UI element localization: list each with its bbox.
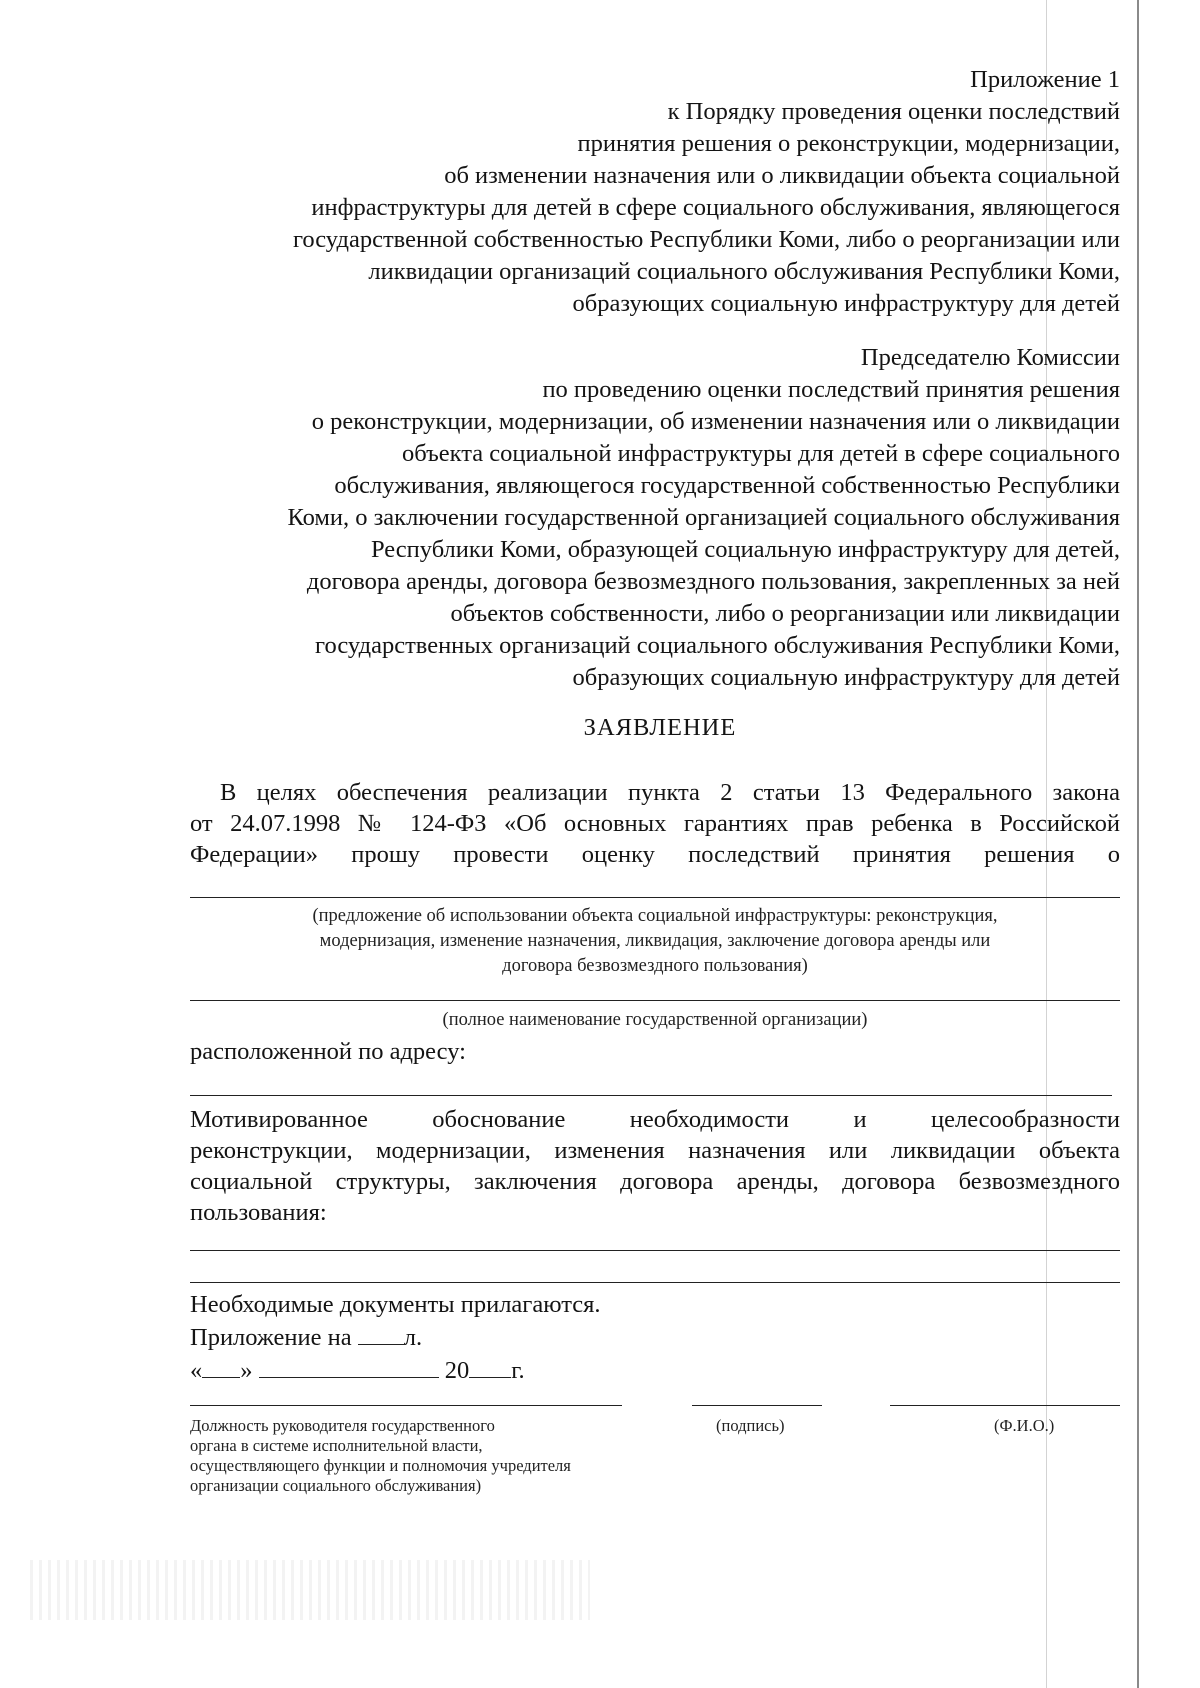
justification-line: реконструкции, модернизации, изменения назначения или ликвидации объекта: [190, 1137, 1120, 1164]
date-day-blank[interactable]: [202, 1355, 240, 1378]
document-title: ЗАЯВЛЕНИЕ: [583, 714, 737, 741]
attachment-line: [190, 1322, 422, 1353]
proposal-caption: [190, 904, 1120, 979]
addressee-line: о реконструкции, модернизации, об изменении назначения или о ликвидации: [311, 408, 1120, 435]
intro-line: В целях обеспечения реализации пункта 2 статьи 13 Федерального закона: [220, 779, 1120, 806]
appendix-line: государственной собственностью Республики Коми, либо о реорганизации или: [292, 226, 1120, 253]
position-caption-line: организации социального обслуживания): [190, 1476, 482, 1495]
position-caption-line: органа в системе исполнительной власти,: [190, 1436, 483, 1455]
proposal-fill-line[interactable]: [190, 897, 1120, 898]
addressee-line: образующих социальную инфраструктуру для детей: [572, 664, 1120, 691]
justification-line: Мотивированное обоснование необходимости и целесообразности: [190, 1106, 1120, 1133]
full-name-caption: (Ф.И.О.): [994, 1416, 1055, 1435]
position-caption-line: осуществляющего функции и полномочия учредителя: [190, 1456, 571, 1475]
address-label: расположенной по адресу:: [190, 1038, 466, 1065]
addressee-line: договора аренды, договора безвозмездного пользования, закрепленных за ней: [306, 568, 1120, 595]
date-line: [190, 1355, 525, 1386]
addressee-line: по проведению оценки последствий принятия решения: [542, 376, 1120, 403]
position-signature-line[interactable]: [190, 1405, 622, 1406]
appendix-line: образующих социальную инфраструктуру для детей: [572, 290, 1120, 317]
documents-attached-text: Необходимые документы прилагаются.: [190, 1291, 601, 1318]
justification-line: социальной структуры, заключения договора аренды, договора безвозмездного: [190, 1168, 1120, 1195]
addressee-block: [287, 342, 1120, 694]
addressee-line: Коми, о заключении государственной организацией социального обслуживания: [287, 504, 1120, 531]
appendix-line: ликвидации организаций социального обслуживания Республики Коми,: [368, 258, 1120, 285]
justification-paragraph: [190, 1104, 1120, 1228]
addressee-line: государственных организаций социального обслуживания Республики Коми,: [315, 632, 1120, 659]
page-edge-line: [1137, 0, 1139, 1688]
appendix-line: Приложение 1: [970, 66, 1120, 93]
date-year-suffix: г.: [511, 1357, 525, 1384]
appendix-line: инфраструктуры для детей в сфере социального обслуживания, являющегося: [311, 194, 1120, 221]
attachment-pages-blank[interactable]: [358, 1322, 404, 1345]
appendix-line: к Порядку проведения оценки последствий: [667, 98, 1120, 125]
attachment-suffix: л.: [403, 1324, 423, 1351]
date-year-blank[interactable]: [469, 1355, 511, 1378]
position-caption: [190, 1416, 571, 1496]
proposal-caption-line: модернизация, изменение назначения, ликвидация, заключение договора аренды или: [319, 931, 991, 951]
addressee-line: обслуживания, являющегося государственной собственностью Республики: [334, 472, 1120, 499]
date-open-quote: «: [190, 1357, 203, 1384]
proposal-caption-line: (предложение об использовании объекта социальной инфраструктуры: реконструкция,: [312, 906, 998, 926]
proposal-caption-line: договора безвозмездного пользования): [502, 956, 808, 976]
appendix-header: [293, 64, 1120, 320]
scan-smudge: [30, 1560, 590, 1620]
addressee-line: Республики Коми, образующей социальную инфраструктуру для детей,: [371, 536, 1120, 563]
full-name-line[interactable]: [890, 1405, 1120, 1406]
addressee-line: объектов собственности, либо о реорганизации или ликвидации: [450, 600, 1120, 627]
date-close-quote: »: [240, 1357, 253, 1384]
appendix-line: об изменении назначения или о ликвидации объекта социальной: [444, 162, 1120, 189]
justification-line: пользования:: [190, 1199, 327, 1226]
date-year-prefix: 20: [444, 1357, 470, 1384]
signature-caption: (подпись): [716, 1416, 785, 1435]
appendix-line: принятия решения о реконструкции, модернизации,: [577, 130, 1120, 157]
attachment-prefix: Приложение на: [190, 1324, 352, 1351]
addressee-line: Председателю Комиссии: [860, 344, 1120, 371]
organization-fill-line[interactable]: [190, 1000, 1120, 1001]
intro-paragraph: [190, 777, 1120, 870]
address-fill-line[interactable]: [190, 1095, 1112, 1096]
organization-caption: (полное наименование государственной организации): [442, 1010, 868, 1030]
addressee-line: объекта социальной инфраструктуры для детей в сфере социального: [402, 440, 1120, 467]
date-month-blank[interactable]: [259, 1355, 439, 1378]
signature-line[interactable]: [692, 1405, 822, 1406]
justification-fill-line-2[interactable]: [190, 1282, 1120, 1283]
position-caption-line: Должность руководителя государственного: [190, 1416, 495, 1435]
intro-line: Федерации» прошу провести оценку последствий принятия решения о: [190, 841, 1120, 868]
justification-fill-line-1[interactable]: [190, 1250, 1120, 1251]
intro-line: от 24.07.1998 № 124-ФЗ «Об основных гарантиях прав ребенка в Российской: [190, 810, 1120, 837]
